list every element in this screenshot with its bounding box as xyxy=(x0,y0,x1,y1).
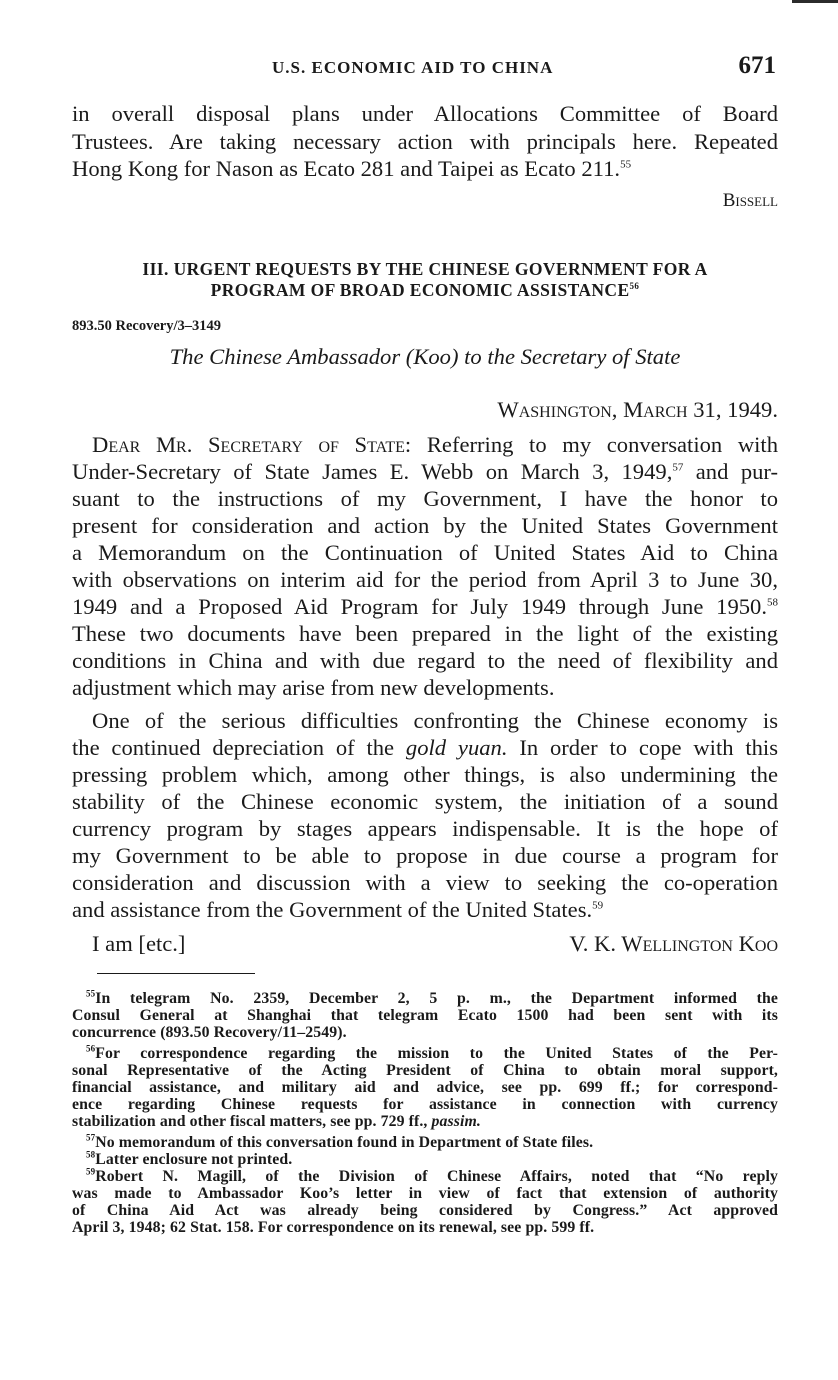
document-title: The Chinese Ambassador (Koo) to the Secretary of State xyxy=(169,344,681,369)
section-heading-line-2: PROGRAM OF BROAD ECONOMIC ASSISTANCE$^{56}$ xyxy=(210,280,640,300)
letter-p1-line-6: with observations on interim aid for the period from April 3 to June 30, xyxy=(72,567,778,592)
footnote-55-line-1: $^{55}$In telegram No. 2359, December 2, 5 p. m., the Department informed the xyxy=(86,988,778,1007)
page-number: 671 xyxy=(738,52,776,79)
letter-p1-line-4: present for consideration and action by the United States Government xyxy=(72,513,778,538)
closing: I am [etc.] xyxy=(92,931,186,956)
footnote-59-line-1: $^{59}$Robert N. Magill, of the Division of Chinese Affairs, noted that “No reply xyxy=(86,1166,778,1185)
letter-p1-line-8: These two documents have been prepared in the light of the existing xyxy=(72,621,778,646)
dateline: Washington, March 31, 1949. xyxy=(497,397,778,422)
footnote-ref-55: 55 xyxy=(620,158,632,171)
footnote-ref-59: 59 xyxy=(592,899,604,912)
section-heading-line-1: III. URGENT REQUESTS BY THE CHINESE GOVERNMENT FOR A xyxy=(142,259,708,279)
footnote-ref-56: 56 xyxy=(629,281,640,292)
letter-p2-line-4: stability of the Chinese economic system, the initiation of a sound xyxy=(72,789,778,814)
footnote-56-line-2: sonal Representative of the Acting President of China to obtain moral support, xyxy=(72,1062,778,1079)
letter-p2-line-7: consideration and discussion with a view to seeking the co-operation xyxy=(72,870,778,895)
continuation-line-3: Hong Kong for Nason as Ecato 281 and Taipei as Ecato 211.55 xyxy=(72,156,632,181)
continuation-line-1: in overall disposal plans under Allocations Committee of Board xyxy=(72,101,778,126)
footnote-59-line-4: April 3, 1948; 62 Stat. 158. For correspondence on its renewal, see pp. 599 ff. xyxy=(72,1219,595,1236)
footnote-56-line-4: ence regarding Chinese requests for assistance in connection with currency xyxy=(72,1096,778,1113)
scan-mark xyxy=(792,0,838,3)
letter-p1-line-7: 1949 and a Proposed Aid Program for July 1949 through June 1950.58 xyxy=(72,594,778,619)
footnote-56-line-5: stabilization and other fiscal matters, see pp. 729 ff., passim. xyxy=(72,1113,481,1130)
footnote-55-line-2: Consul General at Shanghai that telegram Ecato 1500 had been sent with its xyxy=(72,1007,778,1024)
footnote-rule xyxy=(97,973,255,974)
letter-p2-line-3: pressing problem which, among other things, is also undermining the xyxy=(72,762,778,787)
footnote-56-line-1: $^{56}$For correspondence regarding the mission to the United States of the Per- xyxy=(86,1043,778,1062)
footnote-58: $^{58}$Latter enclosure not printed. xyxy=(86,1149,293,1168)
footnote-55-line-3: concurrence (893.50 Recovery/11–2549). xyxy=(72,1024,347,1041)
letter-p1-line-2: Under-Secretary of State James E. Webb on March 3, 1949,57 and pur- xyxy=(72,459,779,484)
letter-p1-line-1: Dear Mr. Secretary of State: Referring to my conversation with xyxy=(92,432,778,457)
gold-yuan: gold yuan. xyxy=(405,735,508,760)
footnote-59-line-3: of China Aid Act was already being considered by Congress.” Act approved xyxy=(72,1202,778,1219)
footnote-56-line-3: financial assistance, and military aid and advice, see pp. 699 ff.; for correspond- xyxy=(72,1079,778,1096)
letter-p1-line-5: a Memorandum on the Continuation of United States Aid to China xyxy=(72,540,778,565)
letter-p2-line-8: and assistance from the Government of the United States.$^{59}$ xyxy=(72,897,604,922)
letter-p2-line-5: currency program by stages appears indispensable. It is the hope of xyxy=(72,816,778,841)
letter-p1-line-9: conditions in China and with due regard to the need of flexibility and xyxy=(72,648,778,673)
signature-koo: V. K. Wellington Koo xyxy=(569,931,778,956)
continuation-line-2: Trustees. Are taking necessary action with principals here. Repeated xyxy=(72,129,778,154)
letter-p1-line-10: adjustment which may arise from new developments. xyxy=(72,675,555,700)
running-head: U.S. ECONOMIC AID TO CHINA xyxy=(272,58,554,77)
letter-p2-line-2: the continued depreciation of the gold yuan. In order to cope with this xyxy=(72,735,778,760)
file-number: 893.50 Recovery/3–3149 xyxy=(72,318,221,334)
footnote-ref-57: 57 xyxy=(672,461,684,474)
footnote-59-line-2: was made to Ambassador Koo’s letter in view of fact that extension of authority xyxy=(72,1185,778,1202)
letter-p1-line-3: suant to the instructions of my Government, I have the honor to xyxy=(72,486,778,511)
salutation: Dear Mr. Secretary of State: xyxy=(92,432,412,457)
signature-bissell: Bissell xyxy=(722,190,778,211)
footnote-57: $^{57}$No memorandum of this conversation found in Department of State files. xyxy=(86,1132,594,1151)
letter-p2-line-1: One of the serious difficulties confronting the Chinese economy is xyxy=(92,708,778,733)
letter-p2-line-6: my Government to be able to propose in due course a program for xyxy=(72,843,778,868)
footnote-ref-58: 58 xyxy=(767,596,778,609)
